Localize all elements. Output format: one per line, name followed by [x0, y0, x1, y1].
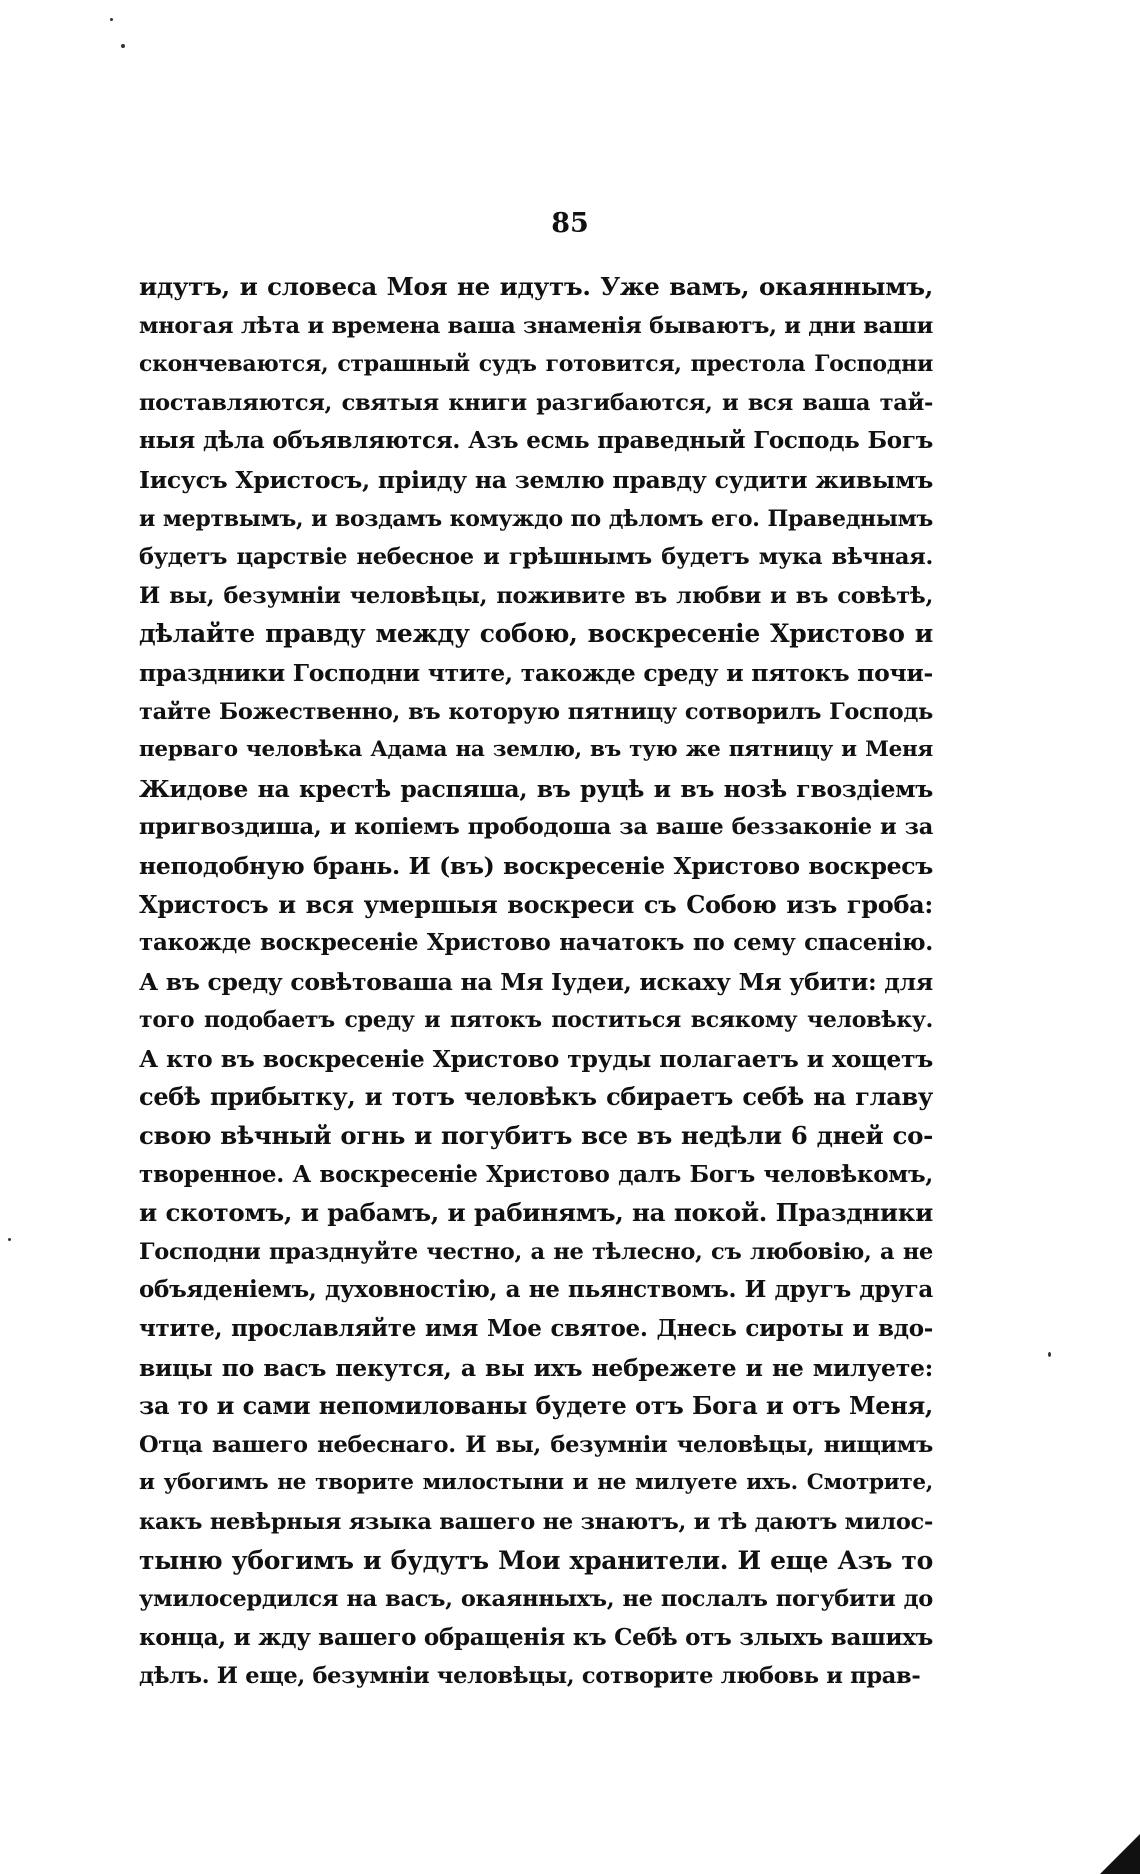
text-line: А кто въ воскресеніе Христово труды полагаетъ и хощетъ — [139, 1044, 933, 1073]
text-line: за то и сами непомилованы будете отъ Бога и отъ Меня, — [139, 1391, 933, 1421]
text-line: какъ невѣрныя языка вашего не знаютъ, и тѣ даютъ милос- — [139, 1509, 933, 1535]
text-line: поставляются, святыя книги разгибаются, и вся ваша тай- — [139, 389, 933, 416]
text-line: свою вѣчный огнь и погубитъ все въ недѣли 6 дней со- — [139, 1121, 933, 1151]
text-line: дѣлъ. И еще, безумніи человѣцы, сотворите любовь и прав- — [139, 1663, 921, 1690]
text-line: Іисусъ Христосъ, пріиду на землю правду судити живымъ — [139, 465, 933, 494]
text-line: Христосъ и вся умершыя воскреси съ Собою изъ гроба: — [139, 889, 933, 919]
text-line: такожде воскресеніе Христово начатокъ по сему спасенію. — [139, 929, 933, 957]
text-line: многая лѣта и времена ваша знаменія бываютъ, и дни ваши — [139, 312, 933, 339]
text-line: тыню убогимъ и будутъ Мои хранители. И еще Азъ то — [139, 1545, 933, 1575]
ink-speck — [110, 18, 113, 21]
ink-speck — [1048, 1352, 1051, 1357]
text-line: неподобную брань. И (въ) воскресеніе Христово воскресъ — [139, 851, 933, 880]
text-line: праздники Господни чтите, такожде среду и пятокъ почи- — [139, 658, 933, 687]
text-line: вицы по васъ пекутся, а вы ихъ небрежете и не милуете: — [139, 1353, 933, 1382]
text-line: чтите, прославляйте имя Мое святое. Днесь сироты и вдо- — [139, 1315, 933, 1343]
text-line: Господни празднуйте честно, а не тѣлесно, съ любовію, а не — [139, 1238, 933, 1265]
text-line: пригвоздиша, и копіемъ прободоша за ваше беззаконіе и за — [139, 814, 933, 841]
text-line: идутъ, и словеса Моя не идутъ. Уже вамъ, окаяннымъ, — [139, 272, 933, 301]
text-line: того подобаетъ среду и пятокъ поститься всякому человѣку. — [139, 1007, 933, 1034]
ink-speck — [8, 1238, 11, 1241]
text-line: ныя дѣла объявляются. Азъ есмь праведный Господь Богъ — [139, 427, 933, 455]
text-line: Жидове на крестѣ распяша, въ руцѣ и въ нозѣ гвоздіемъ — [139, 774, 933, 803]
text-line: и скотомъ, и рабамъ, и рабинямъ, на покой. Праздники — [139, 1198, 933, 1228]
body-text — [139, 268, 933, 1696]
text-line: творенное. А воскресеніе Христово далъ Богъ человѣкомъ, — [139, 1160, 933, 1188]
text-line: тайте Божественно, въ которую пятницу сотворилъ Господь — [139, 698, 933, 725]
text-line: себѣ прибытку, и тотъ человѣкъ сбираетъ себѣ на главу — [139, 1082, 933, 1112]
text-line: перваго человѣка Адама на землю, въ тую же пятницу и Меня — [139, 737, 933, 763]
text-line: и мертвымъ, и воздамъ комуждо по дѣломъ его. Праведнымъ — [139, 505, 933, 532]
text-line: дѣлайте правду между собою, воскресеніе Христово и — [139, 619, 933, 649]
text-line: конца, и жду вашего обращенія къ Себѣ отъ злыхъ вашихъ — [139, 1623, 933, 1651]
text-line: И вы, безумніи человѣцы, поживите въ любви и въ совѣтѣ, — [139, 582, 933, 609]
ink-speck — [121, 44, 125, 48]
text-line: Отца вашего небеснаго. И вы, безумніи человѣцы, нищимъ — [139, 1431, 933, 1458]
text-line: будетъ царствіе небесное и грѣшнымъ будетъ мука вѣчная. — [139, 544, 933, 571]
page-number: 85 — [551, 208, 589, 239]
text-line: умилосердился на васъ, окаянныхъ, не послалъ погубити до — [139, 1586, 933, 1613]
scan-corner-mark — [1100, 1834, 1140, 1874]
text-line: и убогимъ не творите милостыни и не милуете ихъ. Смотрите, — [139, 1470, 933, 1496]
text-line: скончеваются, страшный судъ готовится, престола Господни — [139, 351, 933, 378]
text-line: А въ среду совѣтоваша на Мя Іудеи, искаху Мя убити: для — [139, 967, 933, 996]
text-line: объяденіемъ, духовностію, а не пьянствомъ. И другъ друга — [139, 1276, 933, 1304]
